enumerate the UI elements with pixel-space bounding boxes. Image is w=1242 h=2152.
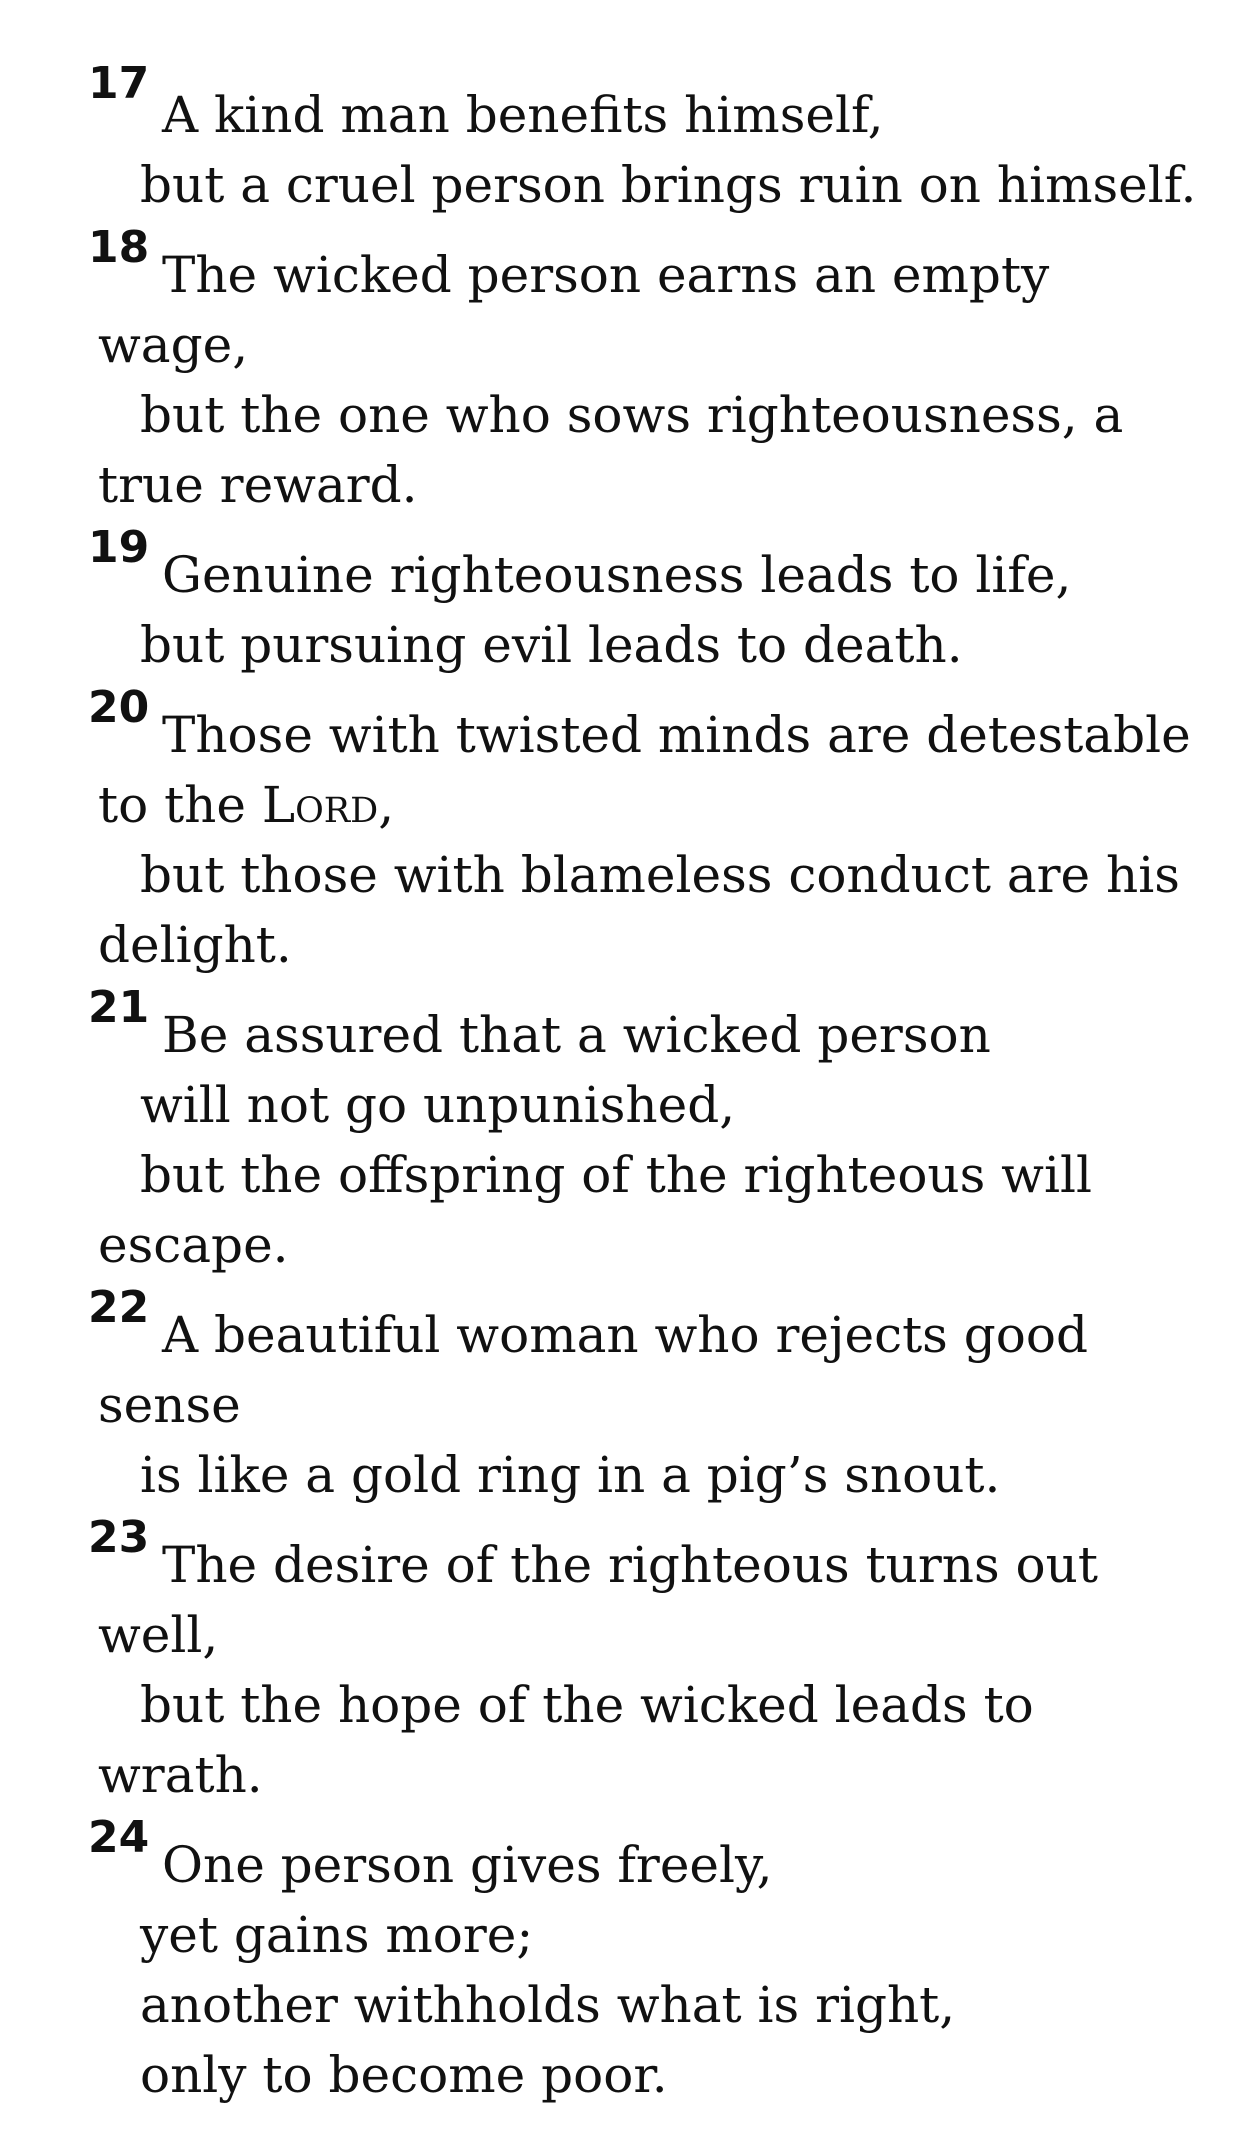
verse-number: 18 — [88, 222, 150, 273]
verse-line: One person gives freely, — [162, 1836, 773, 1894]
verse-number: 20 — [88, 682, 150, 733]
verse-line: another withholds what is right, — [140, 1976, 956, 2034]
verse-line: wrath. — [98, 1746, 263, 1804]
verse-line: Those with twisted minds are detestable — [162, 706, 1191, 764]
verse-line: but pursuing evil leads to death. — [140, 616, 963, 674]
verse-line: only to become poor. — [140, 2046, 668, 2104]
verse-line: The desire of the righteous turns out — [162, 1536, 1098, 1594]
verse-line: wage, — [98, 316, 249, 374]
verse-line: but the one who sows righteousness, a — [140, 386, 1124, 444]
verse-line: yet gains more; — [140, 1906, 534, 1964]
verse-line-text: to the — [98, 776, 262, 834]
verse-number: 22 — [88, 1282, 150, 1333]
verse-number: 24 — [88, 1812, 150, 1863]
verse-line: but those with blameless conduct are his — [140, 846, 1180, 904]
divine-name: Lord — [261, 776, 379, 834]
verse-line: will not go unpunished, — [140, 1076, 736, 1134]
verse-line: escape. — [98, 1216, 289, 1274]
verse-line: well, — [98, 1606, 219, 1664]
verse-line: A kind man benefits himself, — [162, 86, 884, 144]
verse-line: A beautiful woman who rejects good — [162, 1306, 1088, 1364]
verse-line: but the offspring of the righteous will — [140, 1146, 1092, 1204]
verse-number: 21 — [88, 982, 150, 1033]
verse-line: is like a gold ring in a pig’s snout. — [140, 1446, 1001, 1504]
verse-line: but a cruel person brings ruin on himself. — [140, 156, 1197, 214]
verse-number: 23 — [88, 1512, 150, 1563]
verse-line: Genuine righteousness leads to life, — [162, 546, 1072, 604]
verse-line: delight. — [98, 916, 292, 974]
punctuation: , — [378, 776, 395, 834]
verse-line: true reward. — [98, 456, 418, 514]
verse-line-with-divine-name — [98, 776, 395, 834]
verse-line: but the hope of the wicked leads to — [140, 1676, 1034, 1734]
verse-line: sense — [98, 1376, 241, 1434]
verse-line: The wicked person earns an empty — [162, 246, 1050, 304]
verse-number: 19 — [88, 522, 150, 573]
verse-number: 17 — [88, 58, 150, 109]
verse-line: Be assured that a wicked person — [162, 1006, 991, 1064]
